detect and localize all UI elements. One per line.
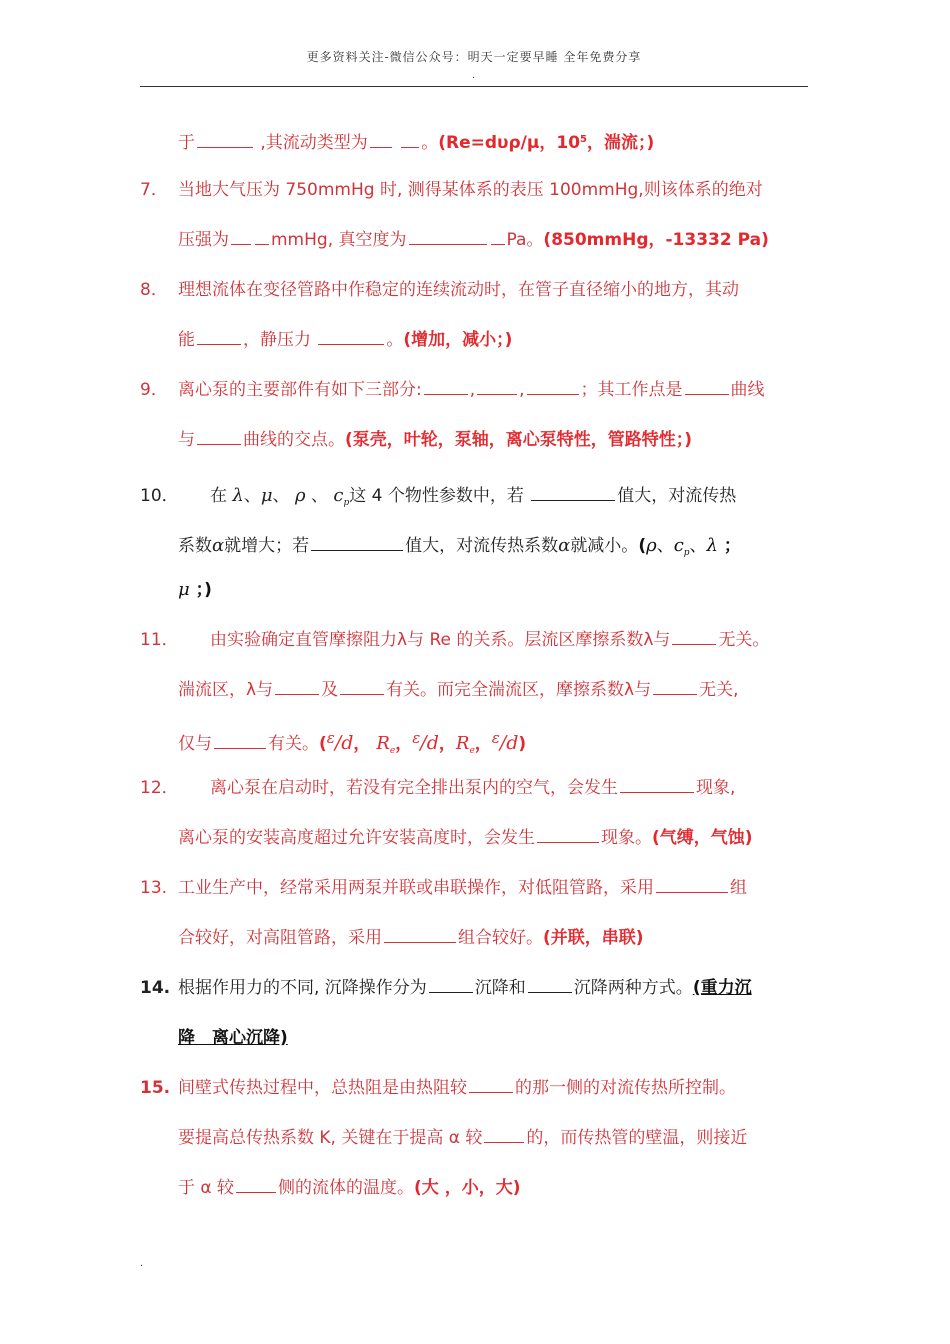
q14-answer-part1: (重力沉 <box>692 978 752 998</box>
q13-line1: 工业生产中，经常采用两泵并联或串联操作，对低阻管路，采用 组 <box>178 874 810 902</box>
header-rule <box>140 86 808 87</box>
q9-line2: 与 曲线的交点。(泵壳，叶轮，泵轴，离心泵特性，管路特性；) <box>178 426 810 454</box>
q14-line2 <box>178 1024 810 1052</box>
q9-number: 9． <box>140 380 168 400</box>
q6-line1: 于 ,其流动类型为 。(Re=dυρ/μ，$10^5$，湍流；) <box>178 126 810 157</box>
q7-line2: 压强为 mmHg, 真空度为 Pa。(850mmHg，-13332 Pa) <box>178 226 810 254</box>
q7-line1: 当地大气压为 750mmHg 时, 测得某体系的表压 100mmHg,则该体系的绝对 <box>178 180 763 200</box>
q9-answer: (泵壳，叶轮，泵轴，离心泵特性，管路特性；) <box>345 430 693 450</box>
footer-dot: . <box>140 1258 144 1269</box>
q14-line1: 根据作用力的不同, 沉降操作分为 沉降和 沉降两种方式。(重力沉 <box>178 974 810 1002</box>
q15-line2: 要提高总传热系数 K, 关键在于提高 α 较 的，而传热管的壁温，则接近 <box>178 1124 810 1152</box>
q12-number: 12． <box>140 778 179 798</box>
q14-answer-part2: 降 离心沉降) <box>178 1028 288 1048</box>
q7-answer: (850mmHg，-13332 Pa) <box>543 230 769 250</box>
q10-line1: 在 λ、μ、 ρ 、 $c_p$这 4 个物性参数中，若 值大，对流传热 <box>210 482 810 517</box>
q11-line3: 仅与 有关。($^\varepsilon$∕d， $R_e$，$^\varepsilon$∕d，$R_e$，$^\varepsilon$∕d) <box>178 729 527 756</box>
q11-number: 11． <box>140 630 179 650</box>
q6-answer: (Re=dυρ/μ，$10^5$，湍流；) <box>438 133 655 153</box>
q12-line1: 离心泵在启动时，若没有完全排出泵内的空气，会发生 现象, <box>210 774 810 802</box>
page-header: 更多资料关注-微信公众号：明天一定要早睡 全年免费分享 <box>306 50 642 64</box>
q8-line1: 理想流体在变径管路中作稳定的连续流动时，在管子直径缩小的地方，其动 <box>178 280 739 300</box>
q7-number: 7． <box>140 180 168 200</box>
q11-line1: 由实验确定直管摩擦阻力λ与 Re 的关系。层流区摩擦系数λ与 无关。 <box>210 626 810 654</box>
q11-line2: 湍流区，λ与 及 有关。而完全湍流区，摩擦系数λ与 无关, <box>178 676 810 704</box>
q10-answer: (ρ、$c_p$、λ ； <box>638 535 741 558</box>
q8-answer: (增加，减小；) <box>403 330 513 350</box>
q8-number: 8． <box>140 280 168 300</box>
q13-answer: (并联，串联) <box>543 928 644 948</box>
q10-line3: μ ；) <box>178 579 212 600</box>
q15-line1: 间壁式传热过程中，总热阻是由热阻较 的那一侧的对流传热所控制。 <box>178 1074 810 1102</box>
q10-number: 10． <box>140 486 179 506</box>
q12-line2: 离心泵的安装高度超过允许安装高度时，会发生 现象。(气缚，气蚀) <box>178 824 810 852</box>
q14-number: 14. <box>140 978 171 998</box>
q13-number: 13. <box>140 878 168 898</box>
q13-line2: 合较好，对高阻管路，采用 组合较好。(并联，串联) <box>178 924 810 952</box>
q15-answer: (大 ，小，大) <box>414 1178 521 1198</box>
q15-number: 15. <box>140 1078 171 1098</box>
q8-line2: 能 ，静压力 。(增加，减小；) <box>178 326 810 354</box>
q12-answer: (气缚，气蚀) <box>652 828 753 848</box>
q11-answer: ($^\varepsilon$∕d， $R_e$，$^\varepsilon$∕d，$R_e$，$^\varepsilon$∕d) <box>319 729 527 756</box>
q10-line2: 系数α就增大；若 值大，对流传热系数α就减小。(ρ、$c_p$、λ ； <box>178 532 810 567</box>
q15-line3: 于 α 较 侧的流体的温度。(大 ，小，大) <box>178 1174 810 1202</box>
q9-line1: 离心泵的主要部件有如下三部分: , , ；其工作点是 曲线 <box>178 376 810 404</box>
header-dot: . <box>472 70 476 81</box>
